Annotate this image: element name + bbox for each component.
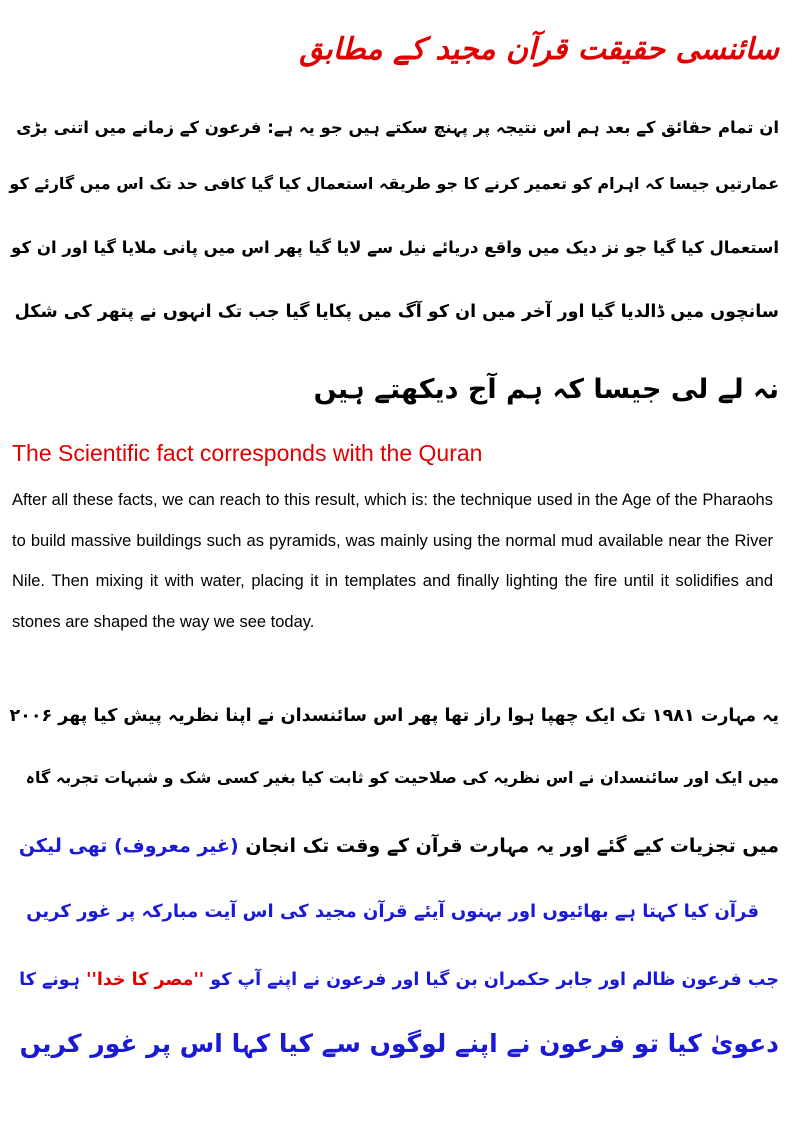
urdu-para1-line-1: ان تمام حقائق کے بعد ہم اس نتیجہ پر پہنچ سکتے ہیں جو یہ ہے: فرعون کے زمانے میں اتنی بڑی <box>16 118 779 137</box>
urdu-line-4: قرآن کیا کہتا ہے بھائیوں اور بہنوں آیئے قرآن مجید کی اس آیت مبارکہ پر غور کریں <box>26 901 759 922</box>
urdu-line-5-blue: جب فرعون ظالم اور جابر حکمران بن گیا اور فرعون نے اپنے آپ کو <box>204 970 779 990</box>
urdu-para1-line-4: سانچوں میں ڈالدیا گیا اور آخر میں ان کو آگ میں پکایا گیا جب تک انہوں نے پتھر کی شکل <box>14 302 779 322</box>
urdu-line-5 <box>8 960 779 1000</box>
urdu-para2-line-2: میں ایک اور سائنسدان نے اس نظریہ کی صلاحیت کو ثابت کیا بغیر کسی شک و شبہات تجربہ گاہ <box>25 768 779 787</box>
urdu-title: سائنسی حقیقت قرآن مجید کے مطابق <box>299 32 779 67</box>
urdu-para1-line-5: نہ لے لی جیسا کہ ہم آج دیکھتے ہیں <box>313 374 779 405</box>
urdu-para1-line-3: استعمال کیا گیا جو نز دیک میں واقع دریائے نیل سے لایا گیا پھر اس میں پانی ملایا گیا اور ان کو <box>11 238 779 257</box>
urdu-line-3-black: میں تجزیات کیے گئے اور یہ مہارت قرآن کے وقت تک انجان <box>245 835 779 857</box>
english-title: The Scientific fact corresponds with the Quran <box>12 440 483 466</box>
english-paragraph: After all these facts, we can reach to this result, which is: the technique used in the Age of the Pharaohs to build massive buildings such as pyramids, was mainly using the normal mud available near the River Nile. Then mixing it with water, placing it in templates and finally lighting the fire until it solidifies and stones are shaped the way we see today. <box>12 491 773 631</box>
urdu-line-5-red: ''مصر کا خدا'' <box>86 970 205 990</box>
urdu-line-6: دعویٰ کیا تو فرعون نے اپنے لوگوں سے کیا کہا اس پر غور کریں <box>19 1029 779 1058</box>
urdu-para1-line-2: عمارتیں جیسا کہ اہرام کو تعمیر کرنے کا جو طریقہ استعمال کیا گیا کافی حد تک اس میں گارئے کو <box>9 174 779 193</box>
urdu-line-5-blue-end: ہونے کا <box>19 970 87 990</box>
urdu-line-3 <box>8 826 779 866</box>
urdu-line-3-blue: (غیر معروف) تھی لیکن <box>18 835 246 857</box>
urdu-para2-line-1: یہ مہارت ۱۹۸۱ تک ایک چھپا ہوا راز تھا پھر اس سائنسدان نے اپنا نظریہ پیش کیا پھر ۲۰۰۶ <box>9 706 779 726</box>
